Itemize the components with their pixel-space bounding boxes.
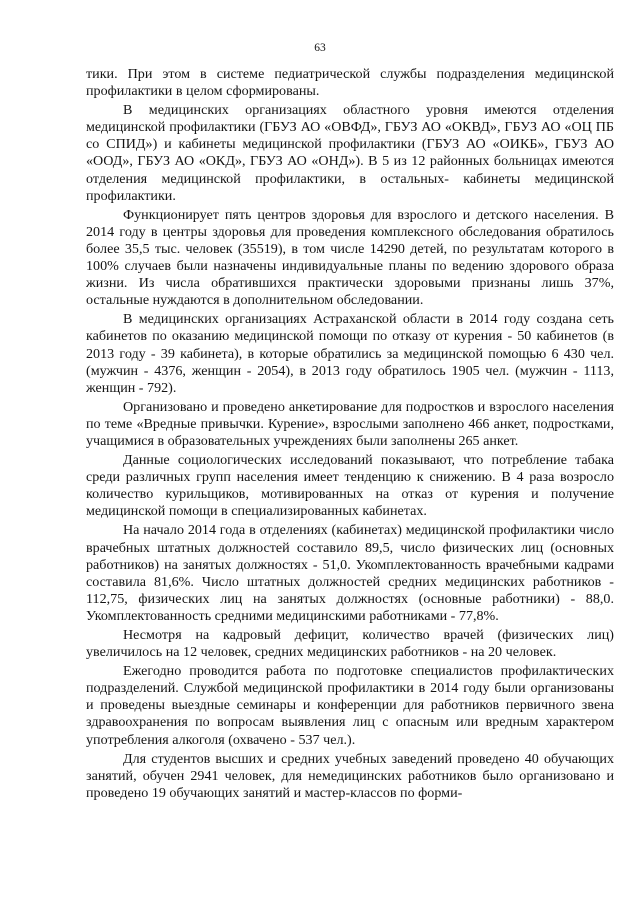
paragraph-training: Ежегодно проводится работа по подготовке специалистов профилактических подразделений. Службой медицинской профилактики в 2014 году были организованы и проведены выездные семинары и конференции для работников первичного звена здравоохранения по вопросам выявления лиц с опасным или вредным характером употребления алкоголя (охвачено - 537 чел.). — [86, 663, 614, 748]
paragraph-smoking-cessation: В медицинских организациях Астраханской области в 2014 году создана сеть кабинетов по оказанию медицинской помощи по отказу от курения - 50 кабинетов (в 2013 году - 39 кабинета), в которые обратились за медицинской помощью 6 430 чел. (мужчин - 4376, женщин - 2054), в 2013 году обратилось 1905 чел. (мужчин - 1113, женщин - 792). — [86, 311, 614, 396]
paragraph-sociological-data: Данные социологических исследований показывают, что потребление табака среди различных групп населения имеет тенденцию к снижению. В 4 раза возросло количество курильщиков, мотивированных на отказ от курения и получение медицинской помощи в специализированных кабинетах. — [86, 452, 614, 520]
paragraph-staffing: На начало 2014 года в отделениях (кабинетах) медицинской профилактики число врачебных штатных должностей составило 89,5, число физических лиц (основных работников) на занятых должностях - 51,0. Укомплектованность врачебными кадрами составила 81,6%. Число штатных должностей средних медицинских работников - 112,75, физических лиц на занятых должностях (основные работники) - 88,0. Укомплектованность средними медицинскими работниками - 77,8%. — [86, 522, 614, 624]
body-text — [86, 66, 614, 804]
page-number: 63 — [314, 42, 326, 54]
paragraph-health-centers: Функционирует пять центров здоровья для взрослого и детского населения. В 2014 году в центры здоровья для проведения комплексного обследования обратилось более 35,5 тыс. человек (35519), в том числе 14290 детей, по результатам которого в 100% случаев были назначены индивидуальные планы по ведению здорового образа жизни. Из числа обратившихся практически здоровыми признаны лишь 37%, остальные нуждаются в дополнительном обследовании. — [86, 206, 614, 309]
paragraph-prevention-departments: В медицинских организациях областного уровня имеются отделения медицинской профилактики (ГБУЗ АО «ОВФД», ГБУЗ АО «ОКВД», ГБУЗ АО «ОЦ ПБ со СПИД») и кабинеты медицинской профилактики (ГБУЗ АО «ОИКБ», ГБУЗ АО «ООД», ГБУЗ АО «ОКД», ГБУЗ АО «ОНД»). В 5 из 12 районных больницах имеются отделения медицинской профилактики, в остальных- кабинеты медицинской профилактики. — [86, 102, 614, 204]
paragraph-students: Для студентов высших и средних учебных заведений проведено 40 обучающих занятий, обучен 2941 человек, для немедицинских работников было организовано и проведено 19 обучающих занятий и мастер-классов по форми- — [86, 750, 614, 801]
paragraph-survey: Организовано и проведено анкетирование для подростков и взрослого населения по теме «Вредные привычки. Курение», взрослыми заполнено 466 анкет, подростками, учащимися в образовательных учреждениях были заполнены 265 анкет. — [86, 398, 614, 449]
paragraph-staff-growth: Несмотря на кадровый дефицит, количество врачей (физических лиц) увеличилось на 12 человек, средних медицинских работников - на 20 человек. — [86, 627, 614, 661]
paragraph-continuation: тики. При этом в системе педиатрической службы подразделения медицинской профилактики в целом сформированы. — [86, 66, 614, 100]
